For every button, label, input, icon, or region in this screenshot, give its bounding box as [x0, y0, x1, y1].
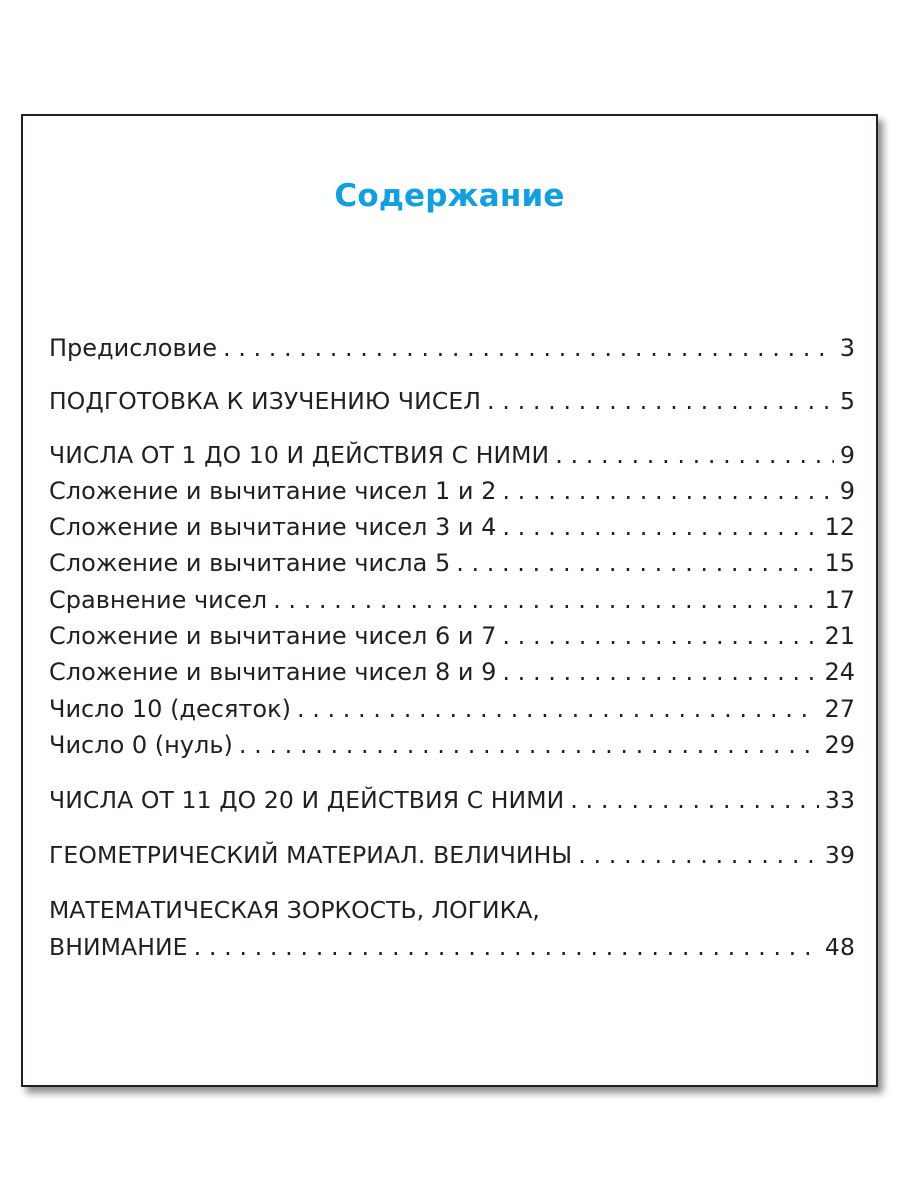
- toc-entry-preface[interactable]: [49, 331, 855, 365]
- dot-leader: [570, 783, 819, 817]
- dot-leader: [194, 930, 819, 964]
- toc-entry-page: 48: [824, 933, 855, 961]
- toc-entry-section[interactable]: [49, 930, 855, 964]
- toc-entry-label-line1: МАТЕМАТИЧЕСКАЯ ЗОРКОСТЬ, ЛОГИКА,: [49, 896, 540, 924]
- page-title: Содержание: [334, 178, 565, 214]
- toc-entry-subsection[interactable]: [49, 583, 855, 617]
- toc-entry-page: 39: [824, 841, 855, 869]
- toc-entry-section[interactable]: [49, 838, 855, 872]
- toc-entry-section[interactable]: [49, 438, 855, 472]
- toc-entry-label: Сложение и вычитание чисел 8 и 9: [49, 658, 497, 686]
- toc-entry-label: Сложение и вычитание чисел 3 и 4: [49, 513, 497, 541]
- toc-entry-page: 24: [824, 658, 855, 686]
- dot-leader: [578, 838, 819, 872]
- toc-entry-subsection[interactable]: [49, 619, 855, 653]
- toc-entry-page: 15: [824, 549, 855, 577]
- toc-entry-label: ВНИМАНИЕ: [49, 933, 188, 961]
- toc-entry-subsection[interactable]: [49, 510, 855, 544]
- dot-leader: [487, 384, 834, 418]
- toc-entry-subsection[interactable]: [49, 474, 855, 508]
- dot-leader: [502, 619, 818, 653]
- toc-entry-subsection[interactable]: [49, 692, 855, 726]
- toc-entry-section[interactable]: [49, 384, 855, 418]
- toc-entry-page: 5: [839, 387, 855, 415]
- toc-entry-label: Число 10 (десяток): [49, 695, 291, 723]
- toc-entry-label: Предисловие: [49, 334, 217, 362]
- toc-entry-label: Число 0 (нуль): [49, 731, 233, 759]
- toc-entry-page: 29: [824, 731, 855, 759]
- toc-entry-page: 33: [824, 786, 855, 814]
- toc-entry-page: 3: [839, 334, 855, 362]
- dot-leader: [273, 583, 818, 617]
- toc-entry-page: 27: [824, 695, 855, 723]
- toc-entry-label: Сравнение чисел: [49, 586, 268, 614]
- dot-leader: [456, 546, 818, 580]
- dot-leader: [502, 510, 818, 544]
- toc-entry-label: Сложение и вычитание чисел 6 и 7: [49, 622, 497, 650]
- page-frame: [21, 114, 878, 1087]
- toc-entry-page: 17: [824, 586, 855, 614]
- toc-entry-subsection[interactable]: [49, 728, 855, 762]
- dot-leader: [502, 474, 833, 508]
- toc-entry-label: ЧИСЛА ОТ 1 ДО 10 И ДЕЙСТВИЯ С НИМИ: [49, 441, 550, 469]
- dot-leader: [239, 728, 819, 762]
- toc-entry-subsection[interactable]: [49, 655, 855, 689]
- toc-entry-label: Сложение и вычитание числа 5: [49, 549, 451, 577]
- toc-entry-page: 9: [839, 477, 855, 505]
- toc-entry-label: ПОДГОТОВКА К ИЗУЧЕНИЮ ЧИСЕЛ: [49, 387, 482, 415]
- toc-entry-page: 21: [824, 622, 855, 650]
- toc-entry-subsection[interactable]: [49, 546, 855, 580]
- toc-entry-label: ЧИСЛА ОТ 11 ДО 20 И ДЕЙСТВИЯ С НИМИ: [49, 786, 565, 814]
- dot-leader: [297, 692, 819, 726]
- dot-leader: [555, 438, 834, 472]
- toc-entry-label: ГЕОМЕТРИЧЕСКИЙ МАТЕРИАЛ. ВЕЛИЧИНЫ: [49, 841, 573, 869]
- toc-entry-page: 12: [824, 513, 855, 541]
- toc-entry-section[interactable]: [49, 783, 855, 817]
- toc-entry-page: 9: [839, 441, 855, 469]
- dot-leader: [223, 331, 834, 365]
- dot-leader: [502, 655, 818, 689]
- toc-entry-label: Сложение и вычитание чисел 1 и 2: [49, 477, 497, 505]
